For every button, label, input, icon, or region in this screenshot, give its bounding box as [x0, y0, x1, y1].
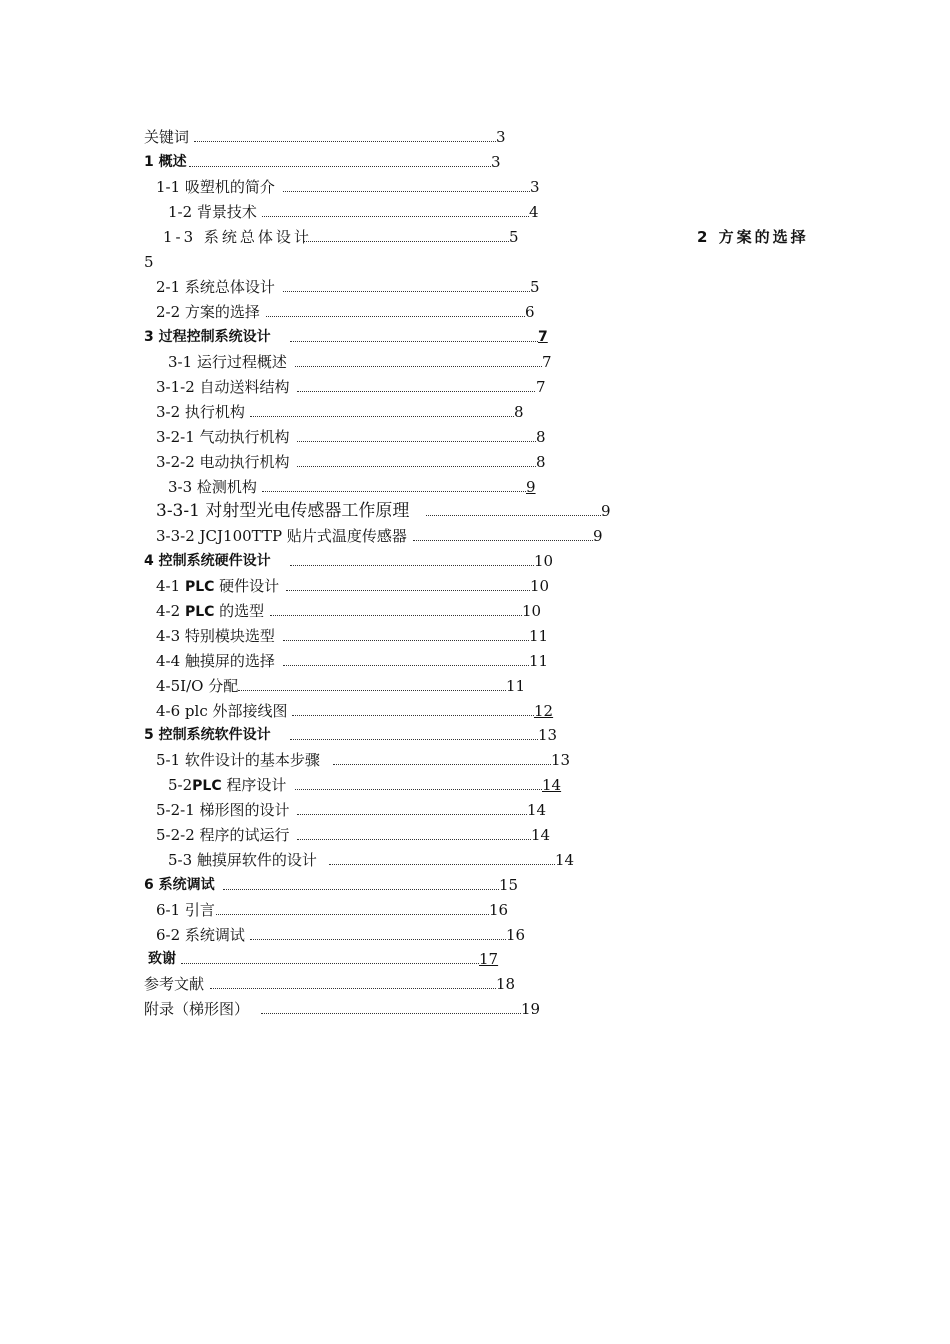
toc-label: 3-2-2 电动执行机构: [156, 453, 290, 471]
toc-entry-2-page: 5: [144, 253, 154, 271]
toc-label: 3-1 运行过程概述: [168, 353, 287, 371]
toc-page: 11: [529, 652, 549, 670]
leader-dots: [238, 675, 506, 691]
toc-page: 14: [555, 851, 575, 869]
toc-page: 5: [530, 278, 540, 296]
toc-page: 9: [593, 527, 603, 545]
leader-dots: [290, 550, 534, 566]
toc-page: 10: [530, 577, 550, 595]
toc-page: 4: [529, 203, 539, 221]
leader-dots: [210, 973, 496, 989]
toc-label: 关键词: [144, 128, 190, 146]
toc-label: 6 系统调试: [144, 877, 215, 893]
leader-dots: [261, 998, 521, 1014]
toc-page: 18: [496, 975, 516, 993]
toc-page: 3: [496, 128, 506, 146]
toc-page: 7: [542, 353, 552, 371]
toc-page: 14: [527, 801, 547, 819]
toc-label: 5-2PLC 程序设计: [168, 776, 287, 794]
toc-page: 10: [534, 552, 554, 570]
leader-dots: [292, 700, 534, 716]
toc-page: 9: [601, 502, 611, 520]
leader-dots: [426, 500, 601, 516]
toc-label: 1-2 背景技术: [168, 203, 257, 221]
toc-page: 3: [491, 153, 501, 171]
toc-label: 3-3-2 JCJ100TTP 贴片式温度传感器: [156, 527, 407, 545]
toc-label: 2-1 系统总体设计: [156, 278, 275, 296]
toc-label: 3-3 检测机构: [168, 478, 257, 496]
leader-dots: [286, 575, 530, 591]
toc-label: 6-1 引言: [156, 901, 215, 919]
leader-dots: [290, 724, 538, 740]
toc-label: 5-3 触摸屏软件的设计: [168, 851, 317, 869]
toc-page: 8: [536, 453, 546, 471]
leader-dots: [290, 326, 538, 342]
leader-dots: [181, 948, 479, 964]
toc-page: 17: [479, 950, 499, 968]
toc-label: 5-2-1 梯形图的设计: [156, 801, 290, 819]
leader-dots: [295, 774, 542, 790]
toc-page: 13: [538, 726, 558, 744]
toc-page: 7: [536, 378, 546, 396]
toc-page: 16: [489, 901, 509, 919]
toc-page: 3: [530, 178, 540, 196]
toc-page: 5: [509, 228, 519, 246]
leader-dots: [270, 600, 522, 616]
toc-entry-2-label[interactable]: 2 方案的选择: [697, 228, 809, 246]
toc-label: 4 控制系统硬件设计: [144, 553, 271, 569]
leader-dots: [189, 151, 491, 167]
leader-dots: [283, 625, 529, 641]
leader-dots: [266, 301, 525, 317]
toc-label: 5-2-2 程序的试运行: [156, 826, 290, 844]
toc-page: 15: [499, 876, 519, 894]
toc-label: 1-3 系统总体设计: [163, 228, 312, 246]
leader-dots: [297, 824, 531, 840]
toc-page: 8: [514, 403, 524, 421]
toc-label: 4-2 PLC 的选型: [156, 602, 265, 620]
leader-dots: [194, 126, 496, 142]
toc-label: 4-6 plc 外部接线图: [156, 702, 288, 720]
toc-label: 3 过程控制系统设计: [144, 329, 271, 345]
toc-label: 4-1 PLC 硬件设计: [156, 577, 280, 595]
leader-dots: [297, 451, 536, 467]
toc-page: 7: [538, 329, 548, 345]
toc-page: 8: [536, 428, 546, 446]
leader-dots: [297, 376, 535, 392]
toc-label: 1 概述: [144, 154, 187, 170]
toc-page: 16: [506, 926, 526, 944]
toc-page: 13: [551, 751, 571, 769]
leader-dots: [283, 176, 530, 192]
toc-label: 6-2 系统调试: [156, 926, 245, 944]
leader-dots: [297, 799, 527, 815]
toc-label: 3-3-1 对射型光电传感器工作原理: [156, 501, 410, 521]
leader-dots: [283, 276, 530, 292]
leader-dots: [295, 351, 542, 367]
leader-dots: [283, 650, 529, 666]
leader-dots: [250, 924, 506, 940]
toc-label: 4-4 触摸屏的选择: [156, 652, 275, 670]
leader-dots: [250, 401, 514, 417]
leader-dots: [216, 899, 489, 915]
toc-label: 4-3 特别模块选型: [156, 627, 275, 645]
toc-label: 2-2 方案的选择: [156, 303, 260, 321]
leader-dots: [333, 749, 551, 765]
toc-label: 致谢: [148, 951, 176, 967]
toc-page: 19: [521, 1000, 541, 1018]
toc-label: 4-5I/O 分配: [156, 677, 239, 695]
toc-label: 3-1-2 自动送料结构: [156, 378, 290, 396]
leader-dots: [297, 426, 536, 442]
toc-page: 14: [531, 826, 551, 844]
leader-dots: [262, 201, 529, 217]
toc-label: 3-2 执行机构: [156, 403, 245, 421]
leader-dots: [304, 226, 509, 242]
toc-page: 12: [534, 702, 554, 720]
toc-label: 5 控制系统软件设计: [144, 727, 271, 743]
leader-dots: [413, 525, 593, 541]
toc-label: 附录（梯形图）: [144, 1000, 250, 1018]
toc-page: 11: [506, 677, 526, 695]
toc-page: 14: [542, 776, 562, 794]
toc-label: 参考文献: [144, 975, 205, 993]
toc-label: 1-1 吸塑机的简介: [156, 178, 275, 196]
leader-dots: [223, 874, 499, 890]
toc-page: 9: [526, 478, 536, 496]
toc-label: 3-2-1 气动执行机构: [156, 428, 290, 446]
toc-label: 5-1 软件设计的基本步骤: [156, 751, 320, 769]
toc-page: 6: [525, 303, 535, 321]
leader-dots: [262, 476, 526, 492]
toc-page: 10: [522, 602, 542, 620]
toc-page: 11: [529, 627, 549, 645]
leader-dots: [329, 849, 555, 865]
